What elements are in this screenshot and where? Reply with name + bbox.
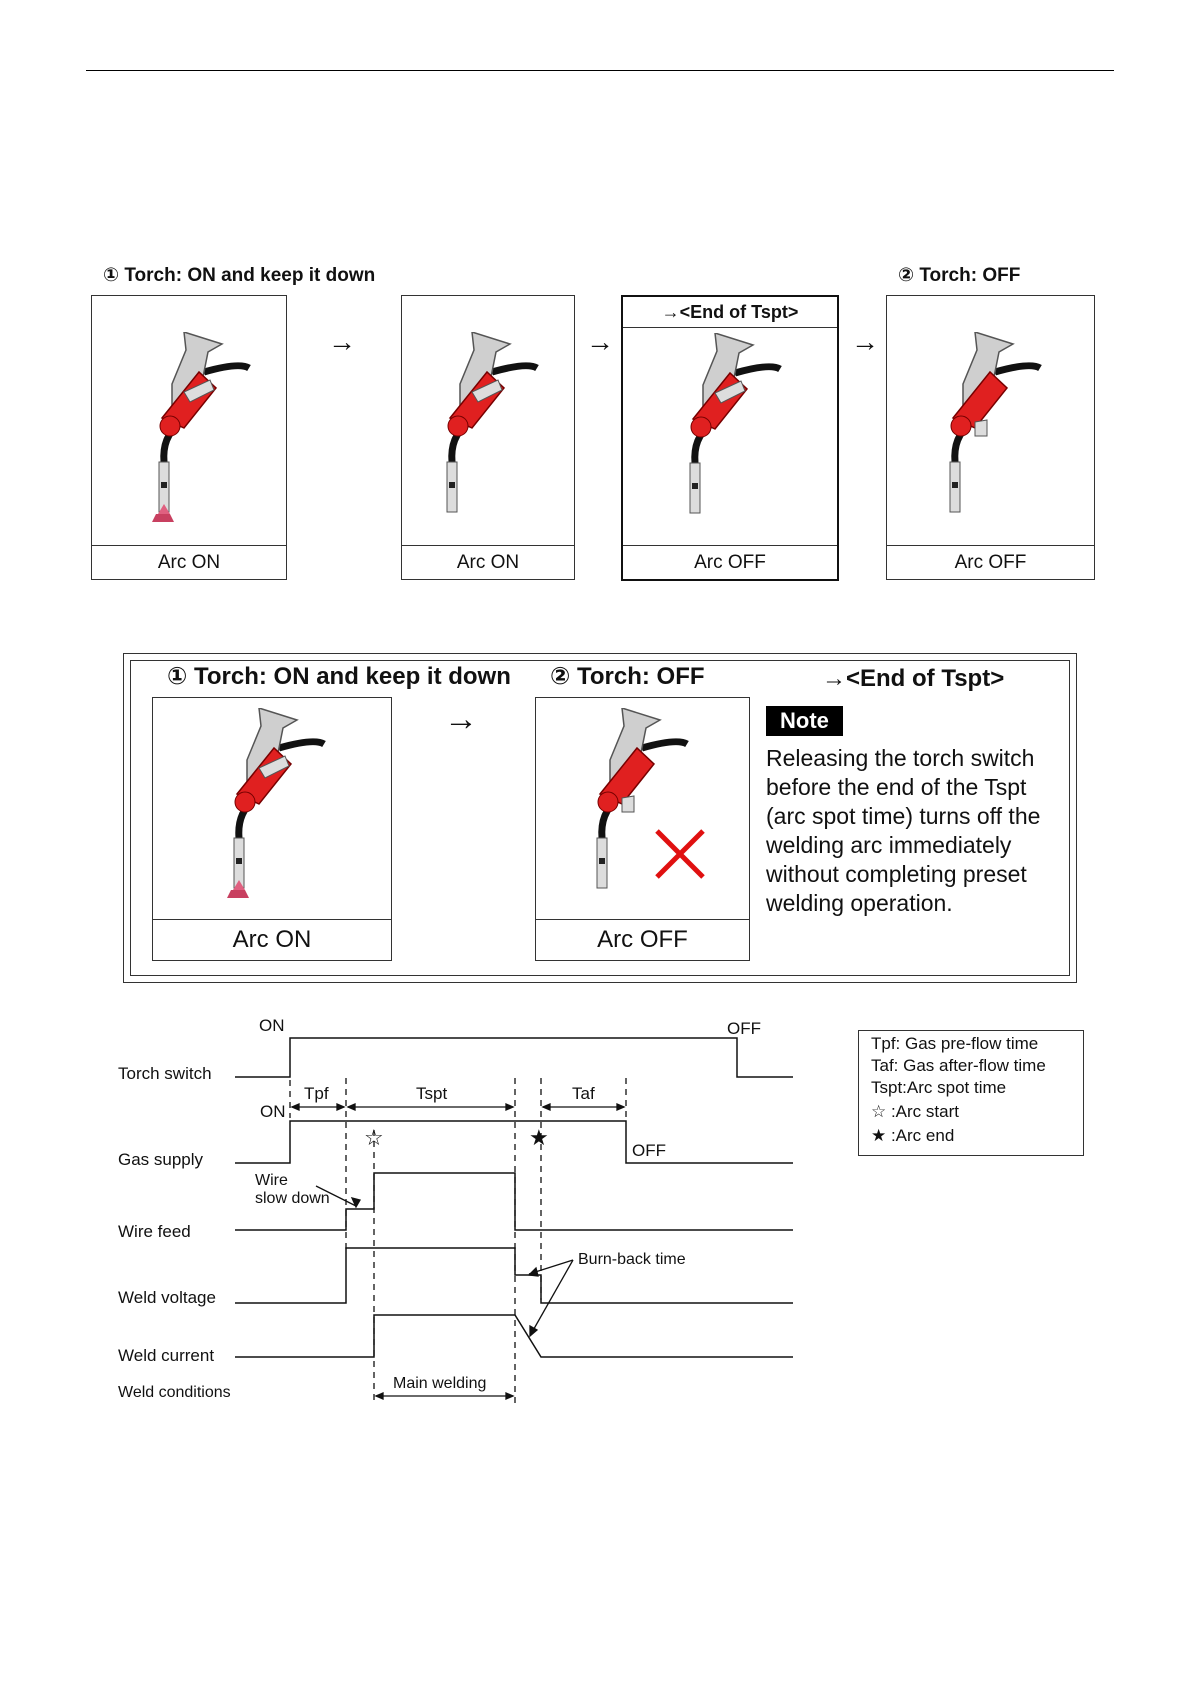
- row-label-weld-current: Weld current: [118, 1346, 215, 1365]
- arrow-2: →: [586, 326, 614, 357]
- gas-supply-signal: [235, 1121, 793, 1163]
- taf-label: Taf: [572, 1084, 595, 1103]
- note-frame-1-caption: Arc ON: [153, 919, 391, 960]
- arrowhead: [376, 1393, 383, 1399]
- note-step1-title: ① Torch: ON and keep it down: [167, 663, 511, 690]
- legend-line: ☆ :Arc start: [871, 1102, 959, 1121]
- tspt-label: Tspt: [416, 1084, 448, 1103]
- row-label-wire-feed: Wire feed: [118, 1222, 191, 1241]
- wire-slow-down-label-2: slow down: [255, 1190, 330, 1207]
- note-arrow: →: [444, 700, 478, 738]
- note-end-tspt: →<End of Tspt>: [822, 665, 1005, 692]
- gas-off-label: OFF: [632, 1141, 666, 1160]
- wire-slow-down-label-1: Wire: [255, 1172, 288, 1189]
- frame-3-caption: Arc OFF: [623, 545, 837, 579]
- row-label-weld-voltage: Weld voltage: [118, 1288, 216, 1307]
- arrowhead: [337, 1104, 344, 1110]
- torch-switch-signal: [235, 1038, 793, 1077]
- legend-line: ★ :Arc end: [871, 1126, 955, 1145]
- note-step2-title: ② Torch: OFF: [550, 663, 705, 690]
- arrowhead: [530, 1326, 537, 1336]
- row-label-torch-switch: Torch switch: [118, 1064, 212, 1083]
- arc-start-star-icon: ☆: [364, 1125, 384, 1150]
- arrowhead: [617, 1104, 624, 1110]
- note-badge: Note: [766, 706, 843, 736]
- burn-back-label: Burn-back time: [578, 1251, 686, 1268]
- arrowhead: [506, 1104, 513, 1110]
- main-welding-label: Main welding: [393, 1375, 487, 1392]
- legend-line: Tpf: Gas pre-flow time: [871, 1034, 1039, 1053]
- torch-off-label: OFF: [727, 1019, 761, 1038]
- tpf-label: Tpf: [304, 1084, 329, 1103]
- torch-on-label: ON: [259, 1016, 285, 1035]
- weld-voltage-signal: [235, 1248, 793, 1303]
- frame-4-caption: Arc OFF: [887, 545, 1094, 579]
- legend-box: [858, 1030, 1084, 1156]
- arrowhead: [543, 1104, 550, 1110]
- frame-1-caption: Arc ON: [92, 545, 286, 579]
- row-label-weld-conditions: Weld conditions: [118, 1384, 231, 1401]
- arc-end-star-icon: ★: [529, 1125, 549, 1150]
- note-frame-2-caption: Arc OFF: [536, 919, 749, 960]
- arrowhead: [506, 1393, 513, 1399]
- weld-current-signal: [235, 1315, 793, 1357]
- step2-title: ② Torch: OFF: [898, 265, 1021, 286]
- arrow-1: →: [328, 326, 356, 357]
- arrowhead: [348, 1104, 355, 1110]
- note-text: Releasing the torch switch before the end of the Tspt (arc spot time) turns off the welding arc immediately without completing preset welding operation.: [766, 745, 1041, 916]
- arrowhead: [352, 1198, 360, 1207]
- legend-line: Taf: Gas after-flow time: [871, 1056, 1046, 1075]
- end-of-tspt-label: →<End of Tspt>: [623, 297, 837, 328]
- step1-title: ① Torch: ON and keep it down: [103, 265, 376, 286]
- frame-2-caption: Arc ON: [402, 545, 574, 579]
- gas-on-label: ON: [260, 1102, 286, 1121]
- row-label-gas-supply: Gas supply: [118, 1150, 204, 1169]
- arrowhead: [292, 1104, 299, 1110]
- arrow-3: →: [851, 326, 879, 357]
- legend-line: Tspt:Arc spot time: [871, 1078, 1007, 1097]
- arrowhead: [529, 1268, 538, 1276]
